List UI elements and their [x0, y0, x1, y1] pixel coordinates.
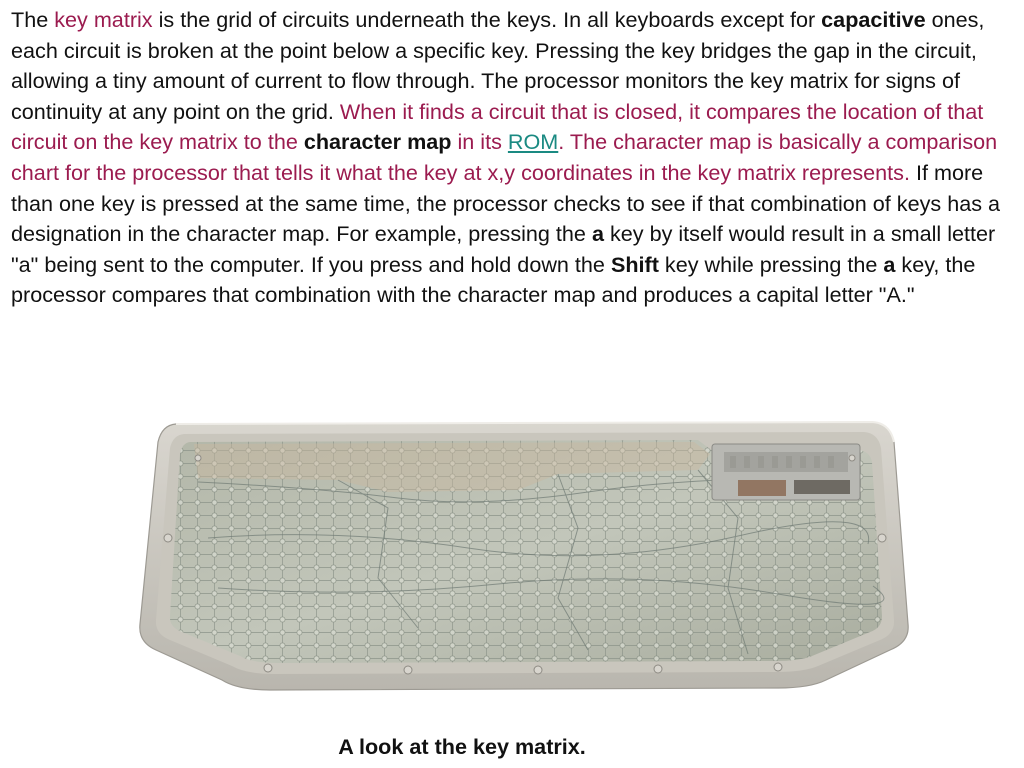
rom-link[interactable]: ROM: [507, 129, 559, 155]
term-capacitive: capacitive: [821, 7, 926, 32]
figure-caption: [0, 734, 924, 760]
term-character-map: character map: [303, 129, 452, 155]
run-14: key while pressing the: [658, 251, 884, 277]
run-16: key, the processor compares that combination with the character map and produces a capital letter "A.": [11, 251, 976, 308]
figure-caption-text: A look at the key matrix.: [338, 734, 586, 759]
run-10: If more than one key is pressed at the same time, the processor checks to see if that combination of keys has a designation in the character map. For example, pressing the: [11, 159, 1001, 247]
run-12: key by itself would result in a small letter "a" being sent to the computer. If you press and hold down the: [11, 221, 996, 277]
run-4: ones, each circuit is broken at the point below a specific key. Pressing the key bridges the gap in the circuit, allowing a tiny amount of current to flow through. The processor monitors the key matrix for signs of continuity at any point on the grid.: [11, 7, 985, 124]
run-2: is the grid of circuits underneath the keys. In all keyboards except for: [152, 7, 822, 32]
run-0: The: [11, 7, 55, 32]
keyboard-key-matrix-photo: [138, 418, 910, 696]
term-key-matrix: key matrix: [54, 7, 153, 32]
term-shift-key: Shift: [610, 251, 659, 277]
term-a-key: a: [591, 221, 604, 247]
highlight-run-5: When it finds a circuit that is closed, it compares the location of that circuit on the key matrix to the: [11, 98, 984, 155]
highlight-run-9: . The character map is basically a comparison chart for the processor that tells it what the key at x,y coordinates in the key matrix represents.: [11, 129, 998, 185]
article-paragraph: [11, 5, 1015, 311]
term-a-key-2: a: [883, 251, 896, 277]
highlight-run-7: in its: [451, 129, 508, 155]
